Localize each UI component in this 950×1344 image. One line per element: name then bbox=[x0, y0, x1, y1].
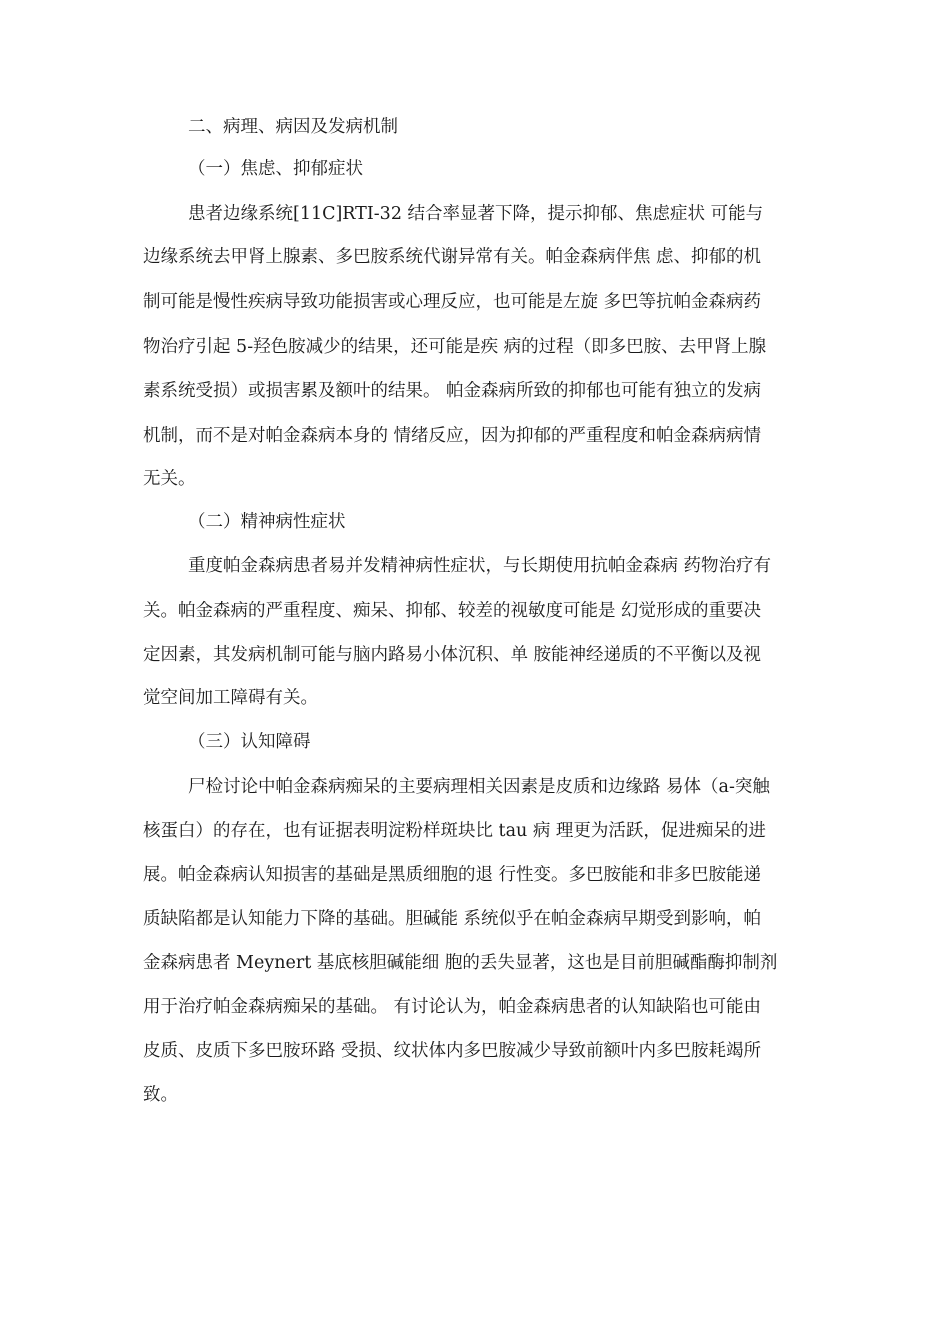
paragraph-line: 物治疗引起 5-羟色胺减少的结果，还可能是疾 病的过程（即多巴胺、去甲肾上腺 bbox=[143, 337, 767, 357]
paragraph-line: 致。 bbox=[143, 1085, 178, 1105]
section-title: 二、病理、病因及发病机制 bbox=[188, 117, 398, 137]
paragraph-line: 关。帕金森病的严重程度、痴呆、抑郁、较差的视敏度可能是 幻觉形成的重要决 bbox=[143, 601, 762, 621]
paragraph-line: 患者边缘系统[11C]RTI-32 结合率显著下降，提示抑郁、焦虑症状 可能与 bbox=[188, 204, 764, 224]
subsection-heading-cognitive-impairment: （三）认知障碍 bbox=[188, 732, 311, 752]
paragraph-line: 素系统受损）或损害累及额叶的结果。 帕金森病所致的抑郁也可能有独立的发病 bbox=[143, 381, 762, 401]
subsection-heading-psychotic-symptoms: （二）精神病性症状 bbox=[188, 512, 346, 532]
paragraph-line: 质缺陷都是认知能力下降的基础。胆碱能 系统似乎在帕金森病早期受到影响，帕 bbox=[143, 909, 762, 929]
paragraph-line: 展。帕金森病认知损害的基础是黑质细胞的退 行性变。多巴胺能和非多巴胺能递 bbox=[143, 865, 762, 885]
paragraph-line: 皮质、皮质下多巴胺环路 受损、纹状体内多巴胺减少导致前额叶内多巴胺耗竭所 bbox=[143, 1041, 762, 1061]
paragraph-line: 觉空间加工障碍有关。 bbox=[143, 688, 318, 708]
paragraph-line: 无关。 bbox=[143, 469, 196, 489]
subsection-heading-anxiety-depression: （一）焦虑、抑郁症状 bbox=[188, 159, 363, 179]
paragraph-line: 核蛋白）的存在，也有证据表明淀粉样斑块比 tau 病 理更为活跃，促进痴呆的进 bbox=[143, 821, 766, 841]
paragraph-line: 定因素，其发病机制可能与脑内路易小体沉积、单 胺能神经递质的不平衡以及视 bbox=[143, 645, 762, 665]
paragraph-line: 制可能是慢性疾病导致功能损害或心理反应，也可能是左旋 多巴等抗帕金森病药 bbox=[143, 292, 762, 312]
paragraph-line: 金森病患者 Meynert 基底核胆碱能细 胞的丢失显著，这也是目前胆碱酯酶抑制剂 bbox=[143, 953, 778, 973]
paragraph-line: 机制，而不是对帕金森病本身的 情绪反应，因为抑郁的严重程度和帕金森病病情 bbox=[143, 426, 762, 446]
paragraph-line: 边缘系统去甲肾上腺素、多巴胺系统代谢异常有关。帕金森病伴焦 虑、抑郁的机 bbox=[143, 247, 762, 267]
paragraph-line: 重度帕金森病患者易并发精神病性症状，与长期使用抗帕金森病 药物治疗有 bbox=[188, 556, 772, 576]
paragraph-line: 尸检讨论中帕金森病痴呆的主要病理相关因素是皮质和边缘路 易体（a-突触 bbox=[188, 777, 770, 797]
paragraph-line: 用于治疗帕金森病痴呆的基础。 有讨论认为，帕金森病患者的认知缺陷也可能由 bbox=[143, 997, 762, 1017]
